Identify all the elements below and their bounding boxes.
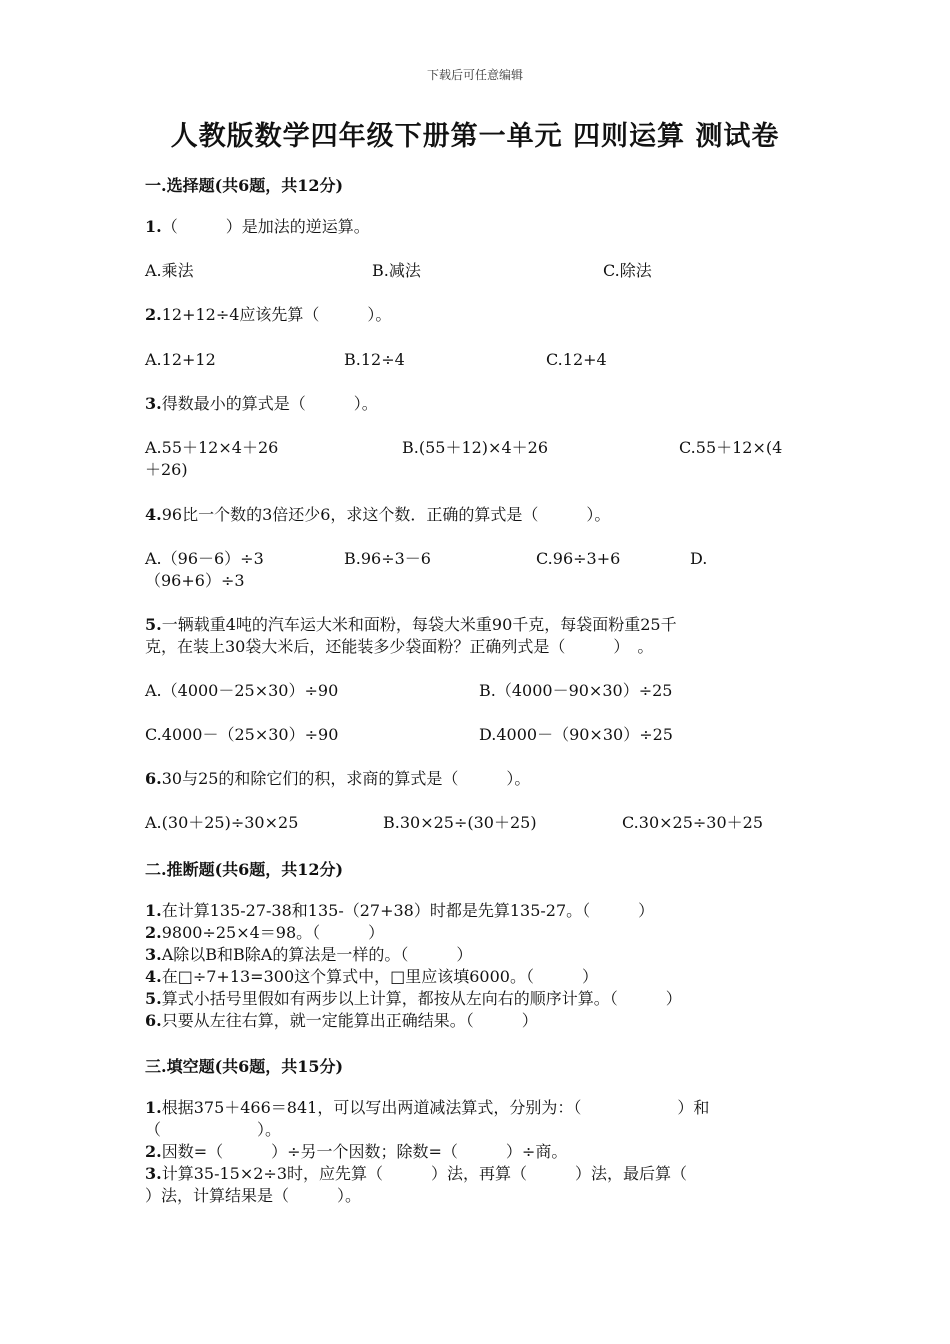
question-3	[145, 393, 378, 415]
option-a: A.（96－6）÷3	[145, 549, 264, 568]
item-text: 算式小括号里假如有两步以上计算，都按从左向右的顺序计算。（ ）	[161, 989, 682, 1008]
question-1	[145, 216, 370, 238]
question-number: 5.	[145, 615, 162, 634]
item-text: 9800÷25×4＝98。（ ）	[161, 923, 385, 942]
option-d: D.4000－（90×30）÷25	[479, 725, 673, 744]
section-heading-judge: 二.推断题(共6题，共12分)	[145, 860, 344, 879]
item-text: 在□÷7+13=300这个算式中，□里应该填6000。（ ）	[161, 967, 598, 986]
option-b: B.减法	[372, 261, 421, 280]
question-6	[145, 768, 530, 790]
section-heading-fill: 三.填空题(共6题，共15分)	[145, 1057, 344, 1076]
option-c: C.12+4	[546, 350, 607, 369]
option-a: A.(30＋25)÷30×25	[145, 813, 299, 832]
question-number: 1.	[145, 217, 162, 236]
question-5	[145, 614, 677, 636]
option-c: C.55＋12×(4	[679, 438, 783, 457]
question-number: 6.	[145, 769, 162, 788]
item-number: 2.	[145, 923, 162, 942]
option-b: B.12÷4	[344, 350, 405, 369]
option-c: C.除法	[603, 261, 652, 280]
question-number: 3.	[145, 394, 162, 413]
judge-item-6	[145, 1010, 538, 1032]
item-text: 根据375＋466＝841，可以写出两道减法算式，分别为：（ ）和	[161, 1098, 710, 1117]
item-text: 只要从左往右算，就一定能算出正确结果。（ ）	[161, 1011, 538, 1030]
question-text: 得数最小的算式是（ ）。	[161, 394, 378, 413]
item-text: 计算35-15×2÷3时，应先算（ ）法，再算（ ）法，最后算（	[161, 1164, 688, 1183]
option-b: B.（4000－90×30）÷25	[479, 681, 673, 700]
option-c-continued: ＋26)	[145, 460, 188, 479]
question-text: （ ）是加法的逆运算。	[161, 217, 370, 236]
section-heading-choice: 一.选择题(共6题，共12分)	[145, 176, 344, 195]
item-text: 在计算135-27-38和135-（27+38）时都是先算135-27。（ ）	[161, 901, 655, 920]
item-number: 5.	[145, 989, 162, 1008]
fill-item-2	[145, 1141, 567, 1163]
fill-item-3-continued: ）法，计算结果是（ ）。	[145, 1186, 362, 1205]
judge-item-5	[145, 988, 682, 1010]
judge-item-1	[145, 900, 654, 922]
item-number: 4.	[145, 967, 162, 986]
item-number: 6.	[145, 1011, 162, 1030]
question-text: 96比一个数的3倍还少6，求这个数．正确的算式是（ ）。	[161, 505, 611, 524]
question-4	[145, 504, 610, 526]
option-c: C.30×25÷30＋25	[622, 813, 764, 832]
question-number: 2.	[145, 305, 162, 324]
option-b: B.30×25÷(30＋25)	[383, 813, 537, 832]
judge-item-4	[145, 966, 598, 988]
option-b: B.(55＋12)×4＋26	[402, 438, 548, 457]
judge-item-2	[145, 922, 384, 944]
option-a: A.12+12	[145, 350, 216, 369]
question-2	[145, 304, 391, 326]
item-text: A除以B和B除A的算法是一样的。（ ）	[161, 945, 473, 964]
item-number: 2.	[145, 1142, 162, 1161]
option-a: A.乘法	[145, 261, 194, 280]
item-number: 1.	[145, 901, 162, 920]
option-c: C.96÷3+6	[536, 549, 621, 568]
fill-item-1	[145, 1097, 709, 1119]
item-number: 1.	[145, 1098, 162, 1117]
option-b: B.96÷3－6	[344, 549, 431, 568]
question-text: 12+12÷4应该先算（ ）。	[161, 305, 392, 324]
option-c: C.4000－（25×30）÷90	[145, 725, 339, 744]
item-number: 3.	[145, 945, 162, 964]
item-text: 因数=（ ）÷另一个因数；除数=（ ）÷商。	[161, 1142, 568, 1161]
question-text: 一辆载重4吨的汽车运大米和面粉，每袋大米重90千克，每袋面粉重25千	[161, 615, 677, 634]
page-title: 人教版数学四年级下册第一单元 四则运算 测试卷	[170, 121, 780, 152]
question-number: 4.	[145, 505, 162, 524]
option-d-continued: （96+6）÷3	[145, 571, 245, 590]
question-text: 30与25的和除它们的积，求商的算式是（ ）。	[161, 769, 531, 788]
option-a: A.55＋12×4＋26	[145, 438, 279, 457]
fill-item-1-continued: （ ）。	[145, 1120, 282, 1139]
question-5-continued: 克，在装上30袋大米后，还能装多少袋面粉？正确列式是（ ） 。	[145, 637, 654, 656]
option-d: D.	[690, 549, 708, 568]
fill-item-3	[145, 1163, 687, 1185]
header-note: 下载后可任意编辑	[426, 68, 523, 82]
option-a: A.（4000－25×30）÷90	[145, 681, 339, 700]
item-number: 3.	[145, 1164, 162, 1183]
judge-item-3	[145, 944, 472, 966]
